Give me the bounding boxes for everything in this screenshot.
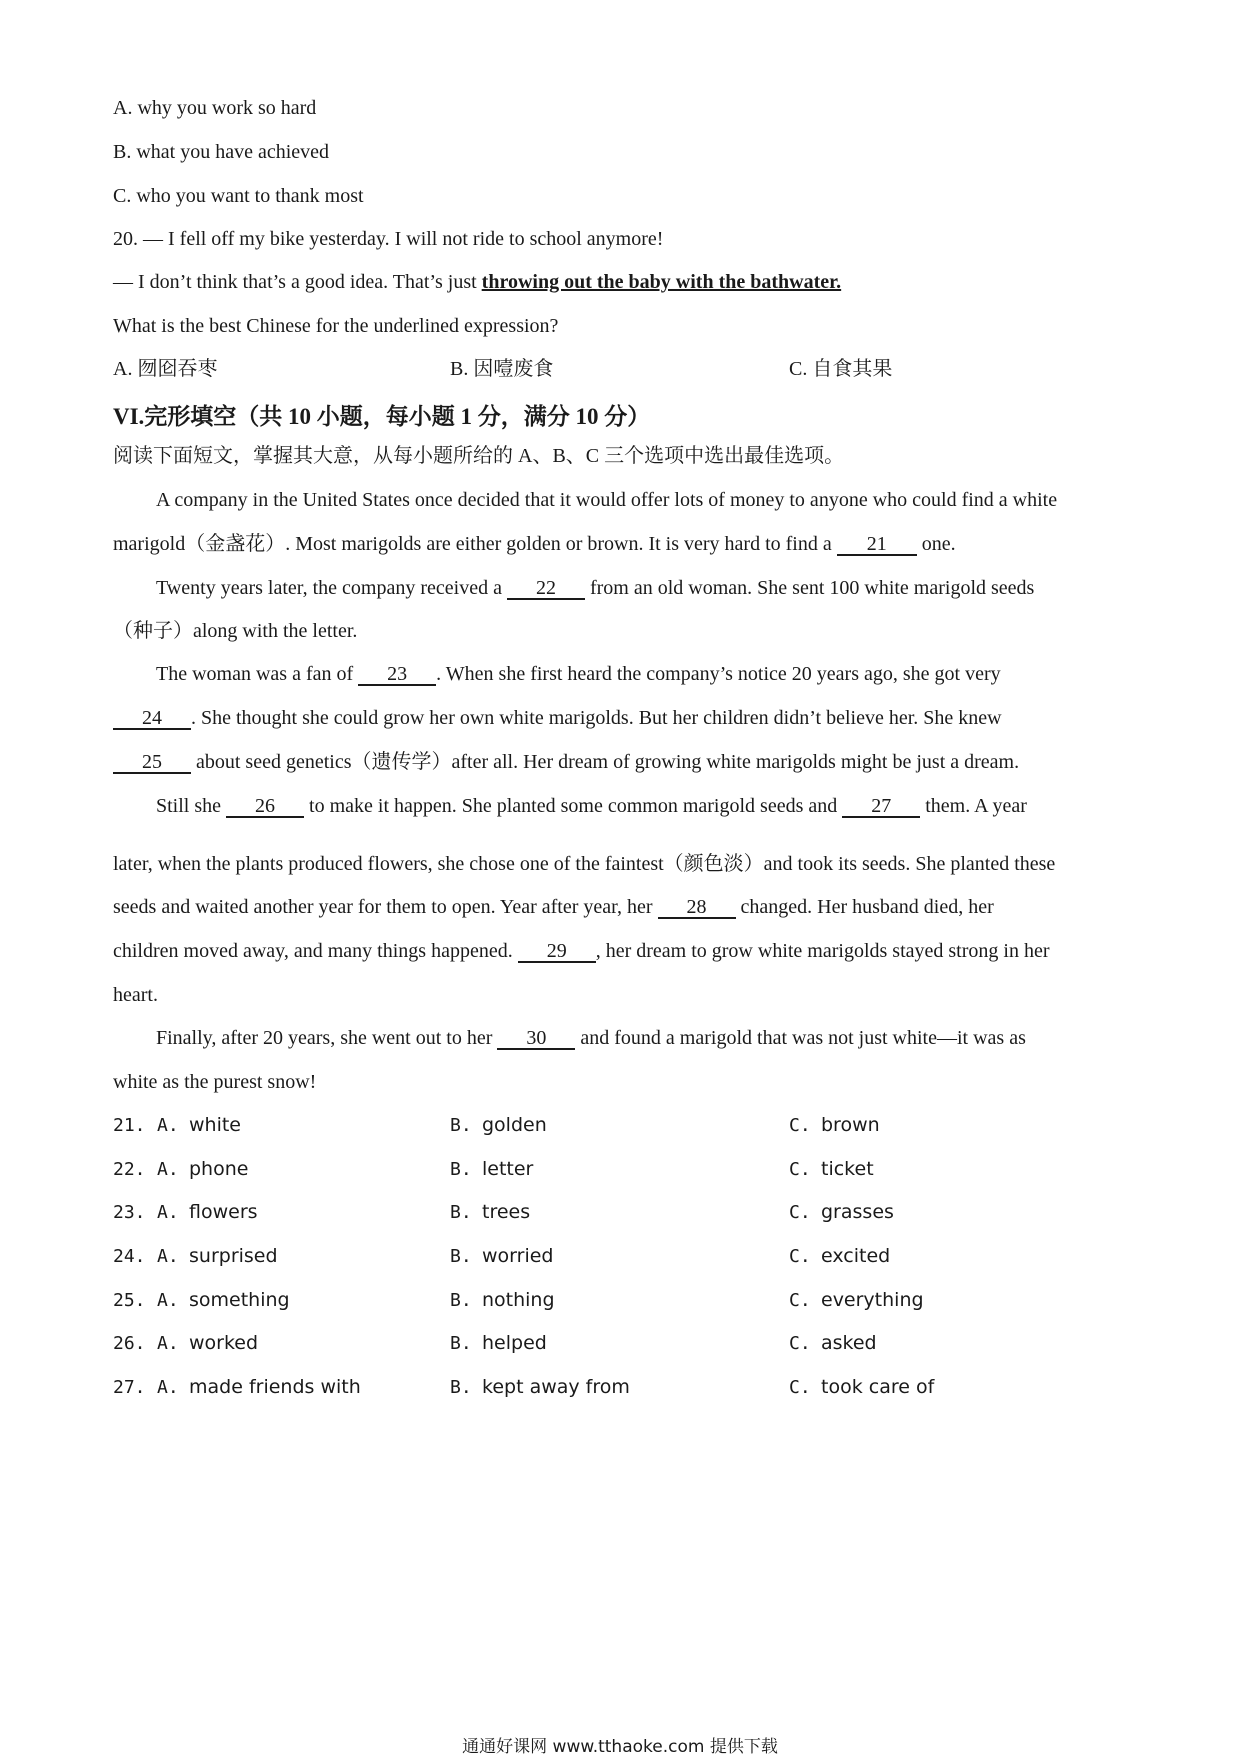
option-text: brown — [821, 1114, 880, 1136]
passage-text: from an old woman. She sent 100 white marigold seeds — [584, 577, 1035, 599]
passage-text: about seed genetics（遗传学）after all. Her dream of growing white marigolds might be just a dream. — [191, 751, 1020, 773]
option-text: everything — [821, 1289, 924, 1311]
option-text: flowers — [189, 1201, 258, 1223]
option-text: white — [189, 1114, 241, 1136]
option-row — [113, 1288, 1133, 1312]
option-row — [113, 1331, 1133, 1355]
section-title: VI.完形填空（共 10 小题，每小题 1 分，满分 10 分） — [113, 404, 651, 429]
option-text: golden — [482, 1114, 547, 1136]
option-b — [450, 1113, 547, 1138]
passage-text: marigold（金盏花）. Most marigolds are either golden or brown. It is very hard to find a — [113, 533, 837, 555]
passage-line — [113, 532, 956, 556]
option-text: surprised — [189, 1245, 278, 1267]
option-text: took care of — [821, 1376, 935, 1398]
passage-line — [113, 706, 1002, 730]
option-text: worried — [482, 1245, 554, 1267]
question-number: 23. — [113, 1202, 146, 1223]
option-letter: B. — [450, 1377, 472, 1398]
passage-text: The woman was a fan of — [156, 663, 359, 685]
option-row — [113, 1157, 1133, 1181]
passage-line: white as the purest snow! — [113, 1071, 317, 1093]
prev-option-b: B. what you have achieved — [113, 141, 330, 163]
blank-25: 25 — [113, 752, 191, 774]
passage-line — [156, 1026, 1026, 1050]
q20-option-c: C. 自食其果 — [789, 358, 893, 380]
passage-text: one. — [916, 533, 956, 555]
option-letter: A. — [157, 1333, 179, 1354]
option-a — [113, 1157, 248, 1182]
blank-27: 27 — [842, 796, 920, 818]
option-b — [450, 1244, 553, 1269]
option-letter: C. — [789, 1290, 811, 1311]
option-letter: B. — [450, 1333, 472, 1354]
option-row — [113, 1375, 1133, 1399]
passage-text: Twenty years later, the company received a — [156, 577, 507, 599]
option-c — [789, 1331, 877, 1356]
passage-text: seeds and waited another year for them to open. Year after year, her — [113, 896, 658, 918]
option-a — [113, 1244, 278, 1269]
option-letter: C. — [789, 1159, 811, 1180]
option-a — [113, 1200, 258, 1225]
option-b — [450, 1375, 630, 1400]
underlined-expression: throwing out the baby with the bathwater. — [481, 271, 842, 293]
question-number: 21. — [113, 1115, 146, 1136]
option-c — [789, 1244, 890, 1269]
passage-line — [113, 750, 1019, 774]
q20-option-b: B. 因噎废食 — [450, 358, 554, 380]
passage-line: （种子）along with the letter. — [113, 620, 358, 642]
option-letter: A. — [157, 1246, 179, 1267]
option-letter: A. — [157, 1377, 179, 1398]
option-text: something — [189, 1289, 290, 1311]
blank-30: 30 — [497, 1028, 575, 1050]
option-letter: A. — [157, 1159, 179, 1180]
passage-line — [113, 939, 1049, 963]
option-text: trees — [482, 1201, 531, 1223]
section-instruction: 阅读下面短文，掌握其大意，从每小题所给的 A、B、C 三个选项中选出最佳选项。 — [113, 445, 845, 467]
option-letter: C. — [789, 1246, 811, 1267]
blank-21: 21 — [837, 534, 917, 556]
q20-line2 — [113, 270, 841, 294]
option-text: worked — [189, 1332, 259, 1354]
blank-23: 23 — [358, 664, 436, 686]
option-text: ticket — [821, 1158, 874, 1180]
blank-22: 22 — [507, 578, 585, 600]
option-c — [789, 1157, 874, 1182]
option-a — [113, 1331, 258, 1356]
blank-24: 24 — [113, 708, 191, 730]
option-row — [113, 1244, 1133, 1268]
option-text: excited — [821, 1245, 891, 1267]
option-text: grasses — [821, 1201, 894, 1223]
option-row — [113, 1113, 1133, 1137]
passage-line — [156, 662, 1001, 686]
passage-line: heart. — [113, 984, 158, 1006]
option-letter: A. — [157, 1115, 179, 1136]
option-text: phone — [189, 1158, 249, 1180]
option-text: kept away from — [482, 1376, 630, 1398]
option-text: nothing — [482, 1289, 555, 1311]
option-a — [113, 1288, 290, 1313]
passage-text: Still she — [156, 795, 227, 817]
passage-text: Finally, after 20 years, she went out to her — [156, 1027, 498, 1049]
option-letter: B. — [450, 1115, 472, 1136]
option-text: helped — [482, 1332, 547, 1354]
option-text: made friends with — [189, 1376, 361, 1398]
option-letter: C. — [789, 1115, 811, 1136]
q20-line1: 20. — I fell off my bike yesterday. I will not ride to school anymore! — [113, 228, 664, 250]
q20-question: What is the best Chinese for the underlined expression? — [113, 315, 559, 337]
option-c — [789, 1113, 880, 1138]
q20-line2-text: — I don’t think that’s a good idea. That’s just — [113, 271, 482, 293]
q20-option-a: A. 囫囵吞枣 — [113, 358, 218, 380]
option-letter: C. — [789, 1377, 811, 1398]
option-letter: A. — [157, 1202, 179, 1223]
question-number: 27. — [113, 1377, 146, 1398]
option-b — [450, 1200, 530, 1225]
passage-line — [156, 794, 1027, 818]
question-number: 26. — [113, 1333, 146, 1354]
passage-line — [113, 895, 994, 919]
option-letter: B. — [450, 1159, 472, 1180]
footer-source: 通通好课网 www.tthaoke.com 提供下载 — [462, 1737, 778, 1757]
option-letter: C. — [789, 1202, 811, 1223]
option-letter: B. — [450, 1246, 472, 1267]
option-text: letter — [482, 1158, 534, 1180]
option-text: asked — [821, 1332, 877, 1354]
question-number: 25. — [113, 1290, 146, 1311]
question-number: 22. — [113, 1159, 146, 1180]
option-letter: B. — [450, 1290, 472, 1311]
passage-line: later, when the plants produced flowers, she chose one of the faintest（颜色淡）and took its seeds. She planted these — [113, 853, 1056, 875]
option-b — [450, 1288, 555, 1313]
passage-text: children moved away, and many things happened. — [113, 940, 518, 962]
question-number: 24. — [113, 1246, 146, 1267]
option-letter: C. — [789, 1333, 811, 1354]
prev-option-c: C. who you want to thank most — [113, 185, 364, 207]
option-c — [789, 1375, 934, 1400]
passage-line: A company in the United States once decided that it would offer lots of money to anyone who could find a white — [156, 489, 1058, 511]
prev-option-a: A. why you work so hard — [113, 97, 317, 119]
passage-text: to make it happen. She planted some common marigold seeds and — [304, 795, 843, 817]
blank-29: 29 — [518, 941, 596, 963]
option-a — [113, 1375, 361, 1400]
option-row — [113, 1200, 1133, 1224]
blank-26: 26 — [226, 796, 304, 818]
option-letter: B. — [450, 1202, 472, 1223]
passage-text: them. A year — [920, 795, 1027, 817]
option-letter: A. — [157, 1290, 179, 1311]
passage-text: . When she first heard the company’s notice 20 years ago, she got very — [436, 663, 1001, 685]
option-b — [450, 1331, 547, 1356]
passage-text: and found a marigold that was not just white—it was as — [575, 1027, 1026, 1049]
q20-options — [113, 357, 1133, 381]
blank-28: 28 — [658, 897, 736, 919]
option-a — [113, 1113, 241, 1138]
passage-text: , her dream to grow white marigolds stayed strong in her — [595, 940, 1050, 962]
passage-text: changed. Her husband died, her — [735, 896, 994, 918]
passage-line — [156, 576, 1034, 600]
option-c — [789, 1200, 894, 1225]
option-b — [450, 1157, 533, 1182]
option-c — [789, 1288, 924, 1313]
passage-text: . She thought she could grow her own white marigolds. But her children didn’t believe her. She knew — [191, 707, 1002, 729]
